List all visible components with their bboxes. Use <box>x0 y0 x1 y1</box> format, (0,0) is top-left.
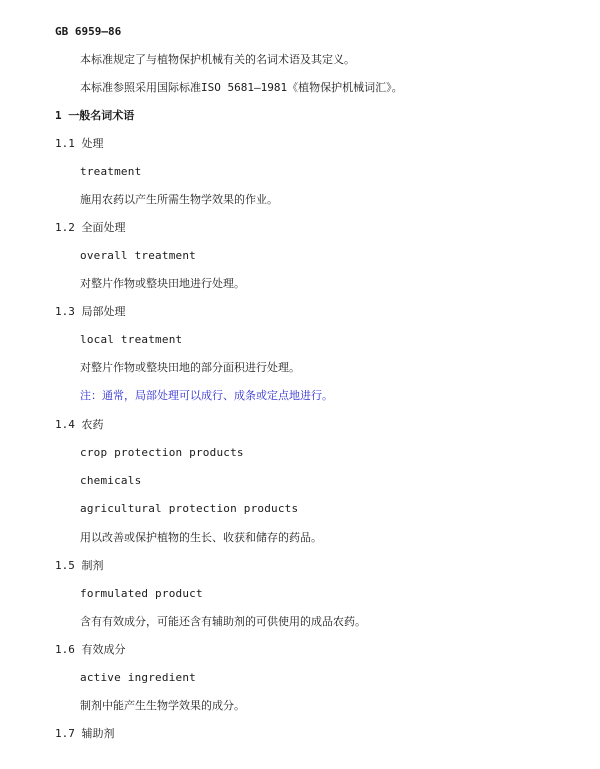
term-note-1-3: 注：通常，局部处理可以成行、成条或定点地进行。 <box>80 389 333 402</box>
term-definition-1-6: 制剂中能产生生物学效果的成分。 <box>80 699 245 712</box>
reference-statement: 本标准参照采用国际标准ISO 5681—1981《植物保护机械词汇》。 <box>80 81 403 94</box>
term-english-1-6: active ingredient <box>80 671 196 684</box>
term-heading-1-3: 1.3 局部处理 <box>55 305 126 318</box>
term-english-1-2: overall treatment <box>80 249 196 262</box>
term-definition-1-3: 对整片作物或整块田地的部分面积进行处理。 <box>80 361 300 374</box>
term-heading-1-2: 1.2 全面处理 <box>55 221 126 234</box>
term-english-1-3: local treatment <box>80 333 183 346</box>
term-definition-1-4: 用以改善或保护植物的生长、收获和储存的药品。 <box>80 531 322 544</box>
term-definition-1-2: 对整片作物或整块田地进行处理。 <box>80 277 245 290</box>
scope-statement: 本标准规定了与植物保护机械有关的名词术语及其定义。 <box>80 53 355 66</box>
term-heading-1-4: 1.4 农药 <box>55 418 104 431</box>
term-english-1-5: formulated product <box>80 587 203 600</box>
term-english-1-4-b: chemicals <box>80 474 142 487</box>
term-heading-1-1: 1.1 处理 <box>55 137 104 150</box>
term-definition-1-1: 施用农药以产生所需生物学效果的作业。 <box>80 193 278 206</box>
term-definition-1-5: 含有有效成分，可能还含有辅助剂的可供使用的成品农药。 <box>80 615 366 628</box>
term-heading-1-5: 1.5 制剂 <box>55 559 104 572</box>
term-heading-1-7: 1.7 辅助剂 <box>55 727 115 740</box>
section-heading: 1 一般名词术语 <box>55 109 135 122</box>
term-english-1-4-a: crop protection products <box>80 446 244 459</box>
term-english-1-1: treatment <box>80 165 142 178</box>
term-heading-1-6: 1.6 有效成分 <box>55 643 126 656</box>
term-english-1-4-c: agricultural protection products <box>80 502 299 515</box>
standard-code: GB 6959—86 <box>55 25 122 38</box>
